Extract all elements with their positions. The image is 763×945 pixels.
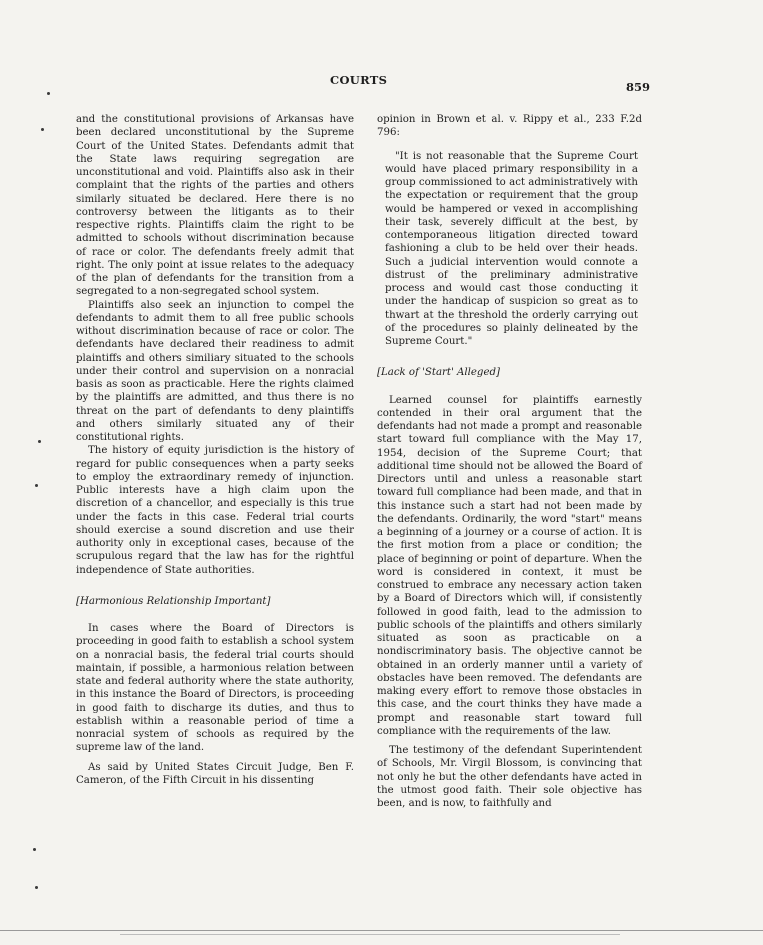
scan-mark	[33, 848, 36, 851]
scan-mark	[41, 128, 44, 131]
scan-edge-line	[0, 930, 763, 931]
paragraph: opinion in Brown et al. v. Rippy et al., 233 F.2d 796:	[377, 114, 642, 139]
scan-mark	[47, 92, 50, 95]
scan-mark	[38, 440, 41, 443]
paragraph: Plaintiffs also seek an injunction to compel the defendants to admit them to all free public schools without discrimination because of race or color. The defendants have declared their readiness to admit plaintiffs and others similiary situated to the schools under their control and supervision on a nonracial basis as soon as practicable. Here the rights claimed by the plaintiffs are admitted, and thus there is no threat on the part of defendants to deny plaintiffs and others similarly situated any of their constitutional rights.	[76, 299, 354, 443]
paragraph: As said by United States Circuit Judge, Ben F. Cameron, of the Fifth Circuit in his dissenting	[76, 761, 354, 786]
running-head: COURTS	[330, 73, 388, 87]
paragraph: Learned counsel for plaintiffs earnestly contended in their oral argument that the defendants had not made a prompt and reasonable start toward full compliance with the May 17, 1954, decision of the Supreme Court; that additional time should not be allowed the Board of Directors until and unless a reasonable start toward full compliance had been made, and that in this instance such a start had not been made by the defendants. Ordinarily, the word "start" means a beginning of a journey or a course of action. It is the first motion from a place or condition; the place of beginning or point of departure. When the word is considered in context, it must be construed to embrace any necessary action taken by a Board of Directors which will, if consistently followed in good faith, lead to the admission to public schools of the plaintiffs and others similarly situated as soon as practicable on a nondiscriminatory basis. The objective cannot be obtained in an orderly manner until a variety of obstacles have been removed. The defendants are making every effort to remove those obstacles in this case, and the court thinks they have made a prompt and reasonable start toward full compliance with the requirements of the law.	[377, 394, 642, 737]
paragraph: In cases where the Board of Directors is proceeding in good faith to establish a school system on a nonracial basis, the federal trial courts should maintain, if possible, a harmonious relation between state and federal authority where the state authority, in this instance the Board of Directors, is proceeding in good faith to discharge its duties, and thus to establish within a reasonable period of time a nonracial system of schools as required by the supreme law of the land.	[76, 623, 354, 754]
paragraph: The history of equity jurisdiction is the history of regard for public consequences when a party seeks to employ the extraordinary remedy of injunction. Public interests have a high claim upon the discretion of a chancellor, and especially is this true under the facts in this case. Federal trial courts should exercise a sound discretion and use their authority only in exceptional cases, because of the scrupulous regard that the law has for the rightful independence of State authorities.	[76, 445, 354, 576]
left-column	[76, 113, 354, 787]
section-heading: [Harmonious Relationship Important]	[76, 595, 271, 607]
page-number: 859	[626, 80, 651, 94]
block-quote: "It is not reasonable that the Supreme Court would have placed primary responsibility in a group commissioned to act administratively with the expectation or requirement that the group would be hampered or vexed in accomplishing their task, severely difficult at the best, by contemporaneous litigation directed toward fashioning a club to be held over their heads. Such a judicial intervention would connote a distrust of the preliminary administrative process and would cast those conducting it under the handicap of suspicion so great as to thwart at the threshold the orderly carrying out of the procedures so plainly delineated by the Supreme Court."	[385, 150, 638, 347]
scan-edge-line	[120, 934, 620, 935]
scan-mark	[35, 484, 38, 487]
paragraph: The testimony of the defendant Superintendent of Schools, Mr. Virgil Blossom, is convincing that not only he but the other defendants have acted in the utmost good faith. Their sole objective has been, and is now, to faithfully and	[377, 745, 642, 809]
paragraph: and the constitutional provisions of Arkansas have been declared unconstitutional by the Supreme Court of the United States. Defendants admit that the State laws requiring segregation are unconstitutional and void. Plaintiffs also ask in their complaint that the rights of the parties and others similarly situated be declared. Here there is no controversy between the litigants as to their respective rights. Plaintiffs claim the right to be admitted to schools without discrimination because of race or color. The defendants freely admit that right. The only point at issue relates to the adequacy of the plan of defendants for the transition from a segregated to a non-segregated school system.	[76, 114, 354, 298]
right-column	[377, 113, 642, 810]
section-heading: [Lack of 'Start' Alleged]	[377, 367, 500, 379]
scan-mark	[35, 886, 38, 889]
